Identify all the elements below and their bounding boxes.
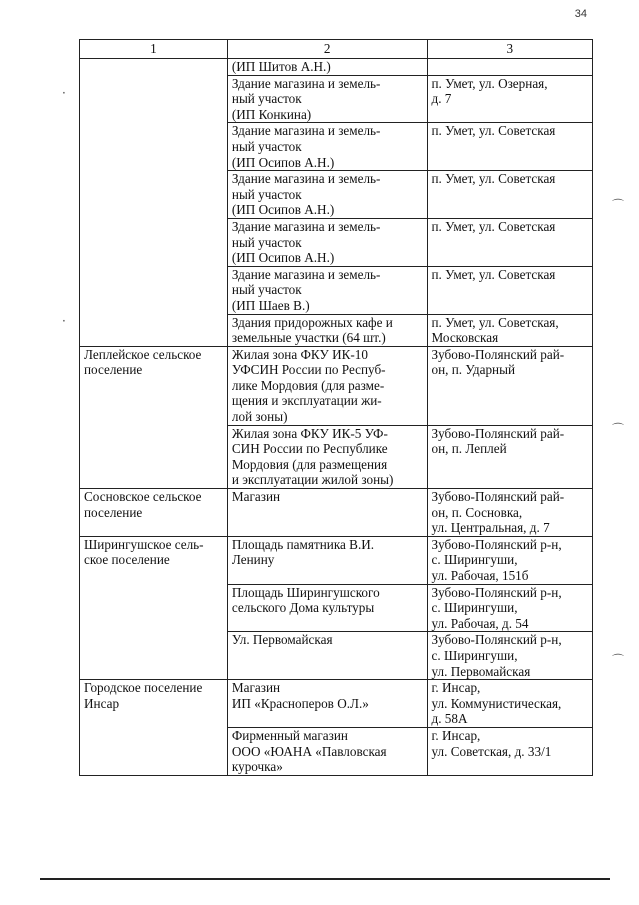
object-cell: (ИП Шитов А.Н.) — [227, 59, 427, 76]
object-cell: Жилая зона ФКУ ИК-5 УФ- СИН России по Республике Мордовия (для размещения и эксплуатации жилой зоны) — [227, 425, 427, 488]
settlement-cell: Ширингушское сель- ское поселение — [80, 536, 228, 679]
header-col-3: 3 — [427, 40, 593, 59]
margin-mark: · — [62, 86, 66, 100]
address-cell: Зубово-Полянский рай- он, п. Ударный — [427, 346, 593, 425]
address-cell — [427, 59, 593, 76]
table-row — [80, 680, 593, 728]
address-cell: п. Умет, ул. Озерная, д. 7 — [427, 75, 593, 123]
header-col-2: 2 — [227, 40, 427, 59]
object-cell: Здание магазина и земель- ный участок (ИП Осипов А.Н.) — [227, 123, 427, 171]
margin-mark: ⌒ — [612, 653, 625, 667]
address-cell: п. Умет, ул. Советская — [427, 123, 593, 171]
object-cell: Фирменный магазин ООО «ЮАНА «Павловская курочка» — [227, 727, 427, 775]
object-cell: Ул. Первомайская — [227, 632, 427, 680]
facilities-table — [79, 39, 593, 776]
page-number: 34 — [574, 8, 587, 20]
address-cell: Зубово-Полянский рай- он, п. Сосновка, ул. Центральная, д. 7 — [427, 489, 593, 537]
address-cell: Зубово-Полянский р-н, с. Ширингуши, ул. Рабочая, д. 54 — [427, 584, 593, 632]
table-row — [80, 59, 593, 76]
margin-mark: ⌒ — [612, 422, 625, 436]
object-cell: Здание магазина и земель- ный участок (ИП Осипов А.Н.) — [227, 171, 427, 219]
address-cell: п. Умет, ул. Советская — [427, 218, 593, 266]
address-cell: Зубово-Полянский рай- он, п. Леплей — [427, 425, 593, 488]
address-cell: г. Инсар, ул. Советская, д. 33/1 — [427, 727, 593, 775]
object-cell: Магазин — [227, 489, 427, 537]
address-cell: п. Умет, ул. Советская, Московская — [427, 314, 593, 346]
margin-mark: ⌒ — [612, 198, 625, 212]
table-row — [80, 536, 593, 584]
address-cell: п. Умет, ул. Советская — [427, 171, 593, 219]
object-cell: Здание магазина и земель- ный участок (ИП Шаев В.) — [227, 266, 427, 314]
address-cell: Зубово-Полянский р-н, с. Ширингуши, ул. Рабочая, 151б — [427, 536, 593, 584]
table-body — [80, 59, 593, 776]
margin-mark: · — [62, 314, 66, 328]
settlement-cell: Сосновское сельское поселение — [80, 489, 228, 537]
object-cell: Магазин ИП «Красноперов О.Л.» — [227, 680, 427, 728]
address-cell: Зубово-Полянский р-н, с. Ширингуши, ул. Первомайская — [427, 632, 593, 680]
object-cell: Здание магазина и земель- ный участок (ИП Конкина) — [227, 75, 427, 123]
address-cell: г. Инсар, ул. Коммунистическая, д. 58А — [427, 680, 593, 728]
settlement-cell: Леплейское сельское поселение — [80, 346, 228, 488]
bottom-rule — [40, 878, 610, 880]
settlement-cell — [80, 59, 228, 347]
object-cell: Площадь памятника В.И. Ленину — [227, 536, 427, 584]
object-cell: Здание магазина и земель- ный участок (ИП Осипов А.Н.) — [227, 218, 427, 266]
table-row — [80, 489, 593, 537]
object-cell: Здания придорожных кафе и земельные участки (64 шт.) — [227, 314, 427, 346]
object-cell: Жилая зона ФКУ ИК-10 УФСИН России по Респуб- лике Мордовия (для разме- щения и эксплуатации жи- лой зоны) — [227, 346, 427, 425]
address-cell: п. Умет, ул. Советская — [427, 266, 593, 314]
header-row — [80, 40, 593, 59]
object-cell: Площадь Ширингушского сельского Дома культуры — [227, 584, 427, 632]
table-row — [80, 346, 593, 425]
header-col-1: 1 — [80, 40, 228, 59]
settlement-cell: Городское поселение Инсар — [80, 680, 228, 776]
